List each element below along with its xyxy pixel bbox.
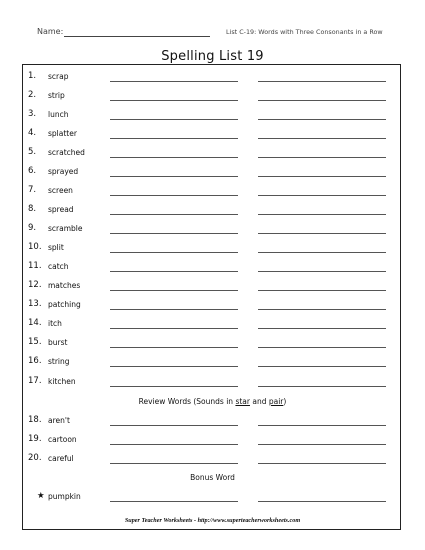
- word-number: 19.: [28, 434, 42, 444]
- word-row: [0, 107, 425, 123]
- review-heading-label: Review Words: [138, 397, 191, 406]
- word-text: scramble: [48, 224, 83, 233]
- practice-line-1[interactable]: [110, 463, 238, 464]
- word-row: [0, 221, 425, 237]
- practice-line-2[interactable]: [258, 214, 386, 215]
- practice-line-1[interactable]: [110, 328, 238, 329]
- practice-line-1[interactable]: [110, 100, 238, 101]
- star-icon: ★: [37, 491, 45, 501]
- review-word-row: [0, 451, 425, 467]
- word-row: [0, 145, 425, 161]
- word-text: screen: [48, 186, 73, 195]
- word-text: catch: [48, 262, 69, 271]
- word-text: scrap: [48, 72, 69, 81]
- word-number: 13.: [28, 299, 42, 309]
- practice-line-2[interactable]: [258, 195, 386, 196]
- practice-line-2[interactable]: [258, 386, 386, 387]
- review-words-heading: [0, 397, 425, 406]
- word-row: [0, 202, 425, 218]
- page-title: Spelling List 19: [161, 49, 264, 64]
- practice-line-2[interactable]: [258, 425, 386, 426]
- word-text: cartoon: [48, 435, 77, 444]
- word-row: [0, 297, 425, 313]
- practice-line-2[interactable]: [258, 157, 386, 158]
- word-row: [0, 335, 425, 351]
- review-heading-star: star: [235, 397, 250, 406]
- word-number: 15.: [28, 337, 42, 347]
- word-number: 14.: [28, 318, 42, 328]
- practice-line-2[interactable]: [258, 366, 386, 367]
- review-heading-paren-open: (Sounds in: [193, 397, 236, 406]
- word-number: 20.: [28, 453, 42, 463]
- practice-line-1[interactable]: [110, 195, 238, 196]
- practice-line-2[interactable]: [258, 328, 386, 329]
- word-number: 16.: [28, 356, 42, 366]
- word-row: [0, 354, 425, 370]
- word-number: 8.: [28, 204, 37, 214]
- word-row: [0, 88, 425, 104]
- word-row: [0, 278, 425, 294]
- practice-line-2[interactable]: [258, 347, 386, 348]
- word-number: 17.: [28, 376, 42, 386]
- practice-line-2[interactable]: [258, 119, 386, 120]
- word-row: [0, 316, 425, 332]
- practice-line-1[interactable]: [110, 386, 238, 387]
- practice-line-1[interactable]: [110, 309, 238, 310]
- practice-line-1[interactable]: [110, 252, 238, 253]
- list-info: List C-19: Words with Three Consonants in a Row: [226, 28, 383, 36]
- word-row: [0, 164, 425, 180]
- word-number: 5.: [28, 147, 37, 157]
- bonus-word-row: [0, 489, 425, 505]
- practice-line-1[interactable]: [110, 176, 238, 177]
- word-text: patching: [48, 300, 81, 309]
- word-number: 6.: [28, 166, 37, 176]
- practice-line-1[interactable]: [110, 81, 238, 82]
- word-number: 2.: [28, 90, 37, 100]
- practice-line-2[interactable]: [258, 138, 386, 139]
- word-number: 4.: [28, 128, 37, 138]
- practice-line-2[interactable]: [258, 290, 386, 291]
- word-text: strip: [48, 91, 65, 100]
- review-word-row: [0, 413, 425, 429]
- practice-line-1[interactable]: [110, 271, 238, 272]
- practice-line-2[interactable]: [258, 271, 386, 272]
- word-text: matches: [48, 281, 81, 290]
- word-row: [0, 126, 425, 142]
- word-text: string: [48, 357, 70, 366]
- word-row: [0, 69, 425, 85]
- word-text: sprayed: [48, 167, 79, 176]
- word-text: itch: [48, 319, 62, 328]
- word-number: 10.: [28, 242, 42, 252]
- word-text: scratched: [48, 148, 85, 157]
- practice-line-1[interactable]: [110, 233, 238, 234]
- name-field-line[interactable]: [64, 36, 210, 37]
- word-text: spread: [48, 205, 74, 214]
- word-text: burst: [48, 338, 68, 347]
- review-heading-paren-close: ): [283, 397, 287, 406]
- word-number: 18.: [28, 415, 42, 425]
- practice-line-1[interactable]: [110, 501, 238, 502]
- practice-line-2[interactable]: [258, 463, 386, 464]
- bonus-word-text: pumpkin: [48, 492, 81, 501]
- practice-line-1[interactable]: [110, 444, 238, 445]
- word-text: lunch: [48, 110, 69, 119]
- word-row: [0, 374, 425, 390]
- word-text: splatter: [48, 129, 77, 138]
- practice-line-2[interactable]: [258, 81, 386, 82]
- practice-line-1[interactable]: [110, 347, 238, 348]
- bonus-word-heading: Bonus Word: [190, 473, 235, 482]
- word-text: kitchen: [48, 377, 76, 386]
- word-number: 12.: [28, 280, 42, 290]
- word-row: [0, 183, 425, 199]
- practice-line-1[interactable]: [110, 366, 238, 367]
- practice-line-1[interactable]: [110, 214, 238, 215]
- practice-line-1[interactable]: [110, 157, 238, 158]
- word-text: aren't: [48, 416, 70, 425]
- practice-line-2[interactable]: [258, 309, 386, 310]
- word-row: [0, 240, 425, 256]
- word-number: 7.: [28, 185, 37, 195]
- practice-line-2[interactable]: [258, 501, 386, 502]
- word-number: 9.: [28, 223, 37, 233]
- practice-line-2[interactable]: [258, 233, 386, 234]
- practice-line-1[interactable]: [110, 119, 238, 120]
- word-row: [0, 259, 425, 275]
- word-number: 3.: [28, 109, 37, 119]
- practice-line-2[interactable]: [258, 252, 386, 253]
- review-heading-and: and: [249, 397, 269, 406]
- practice-line-2[interactable]: [258, 444, 386, 445]
- practice-line-1[interactable]: [110, 425, 238, 426]
- review-word-row: [0, 432, 425, 448]
- practice-line-1[interactable]: [110, 290, 238, 291]
- practice-line-2[interactable]: [258, 176, 386, 177]
- name-label: Name:: [37, 27, 64, 36]
- word-number: 1.: [28, 71, 37, 81]
- review-heading-pair: pair: [268, 397, 284, 406]
- practice-line-1[interactable]: [110, 138, 238, 139]
- practice-line-2[interactable]: [258, 100, 386, 101]
- word-text: careful: [48, 454, 74, 463]
- word-number: 11.: [28, 261, 42, 271]
- footer-credit: Super Teacher Worksheets - http://www.superteacherworksheets.com: [124, 517, 301, 524]
- worksheet-header: [0, 0, 425, 40]
- word-text: split: [48, 243, 64, 252]
